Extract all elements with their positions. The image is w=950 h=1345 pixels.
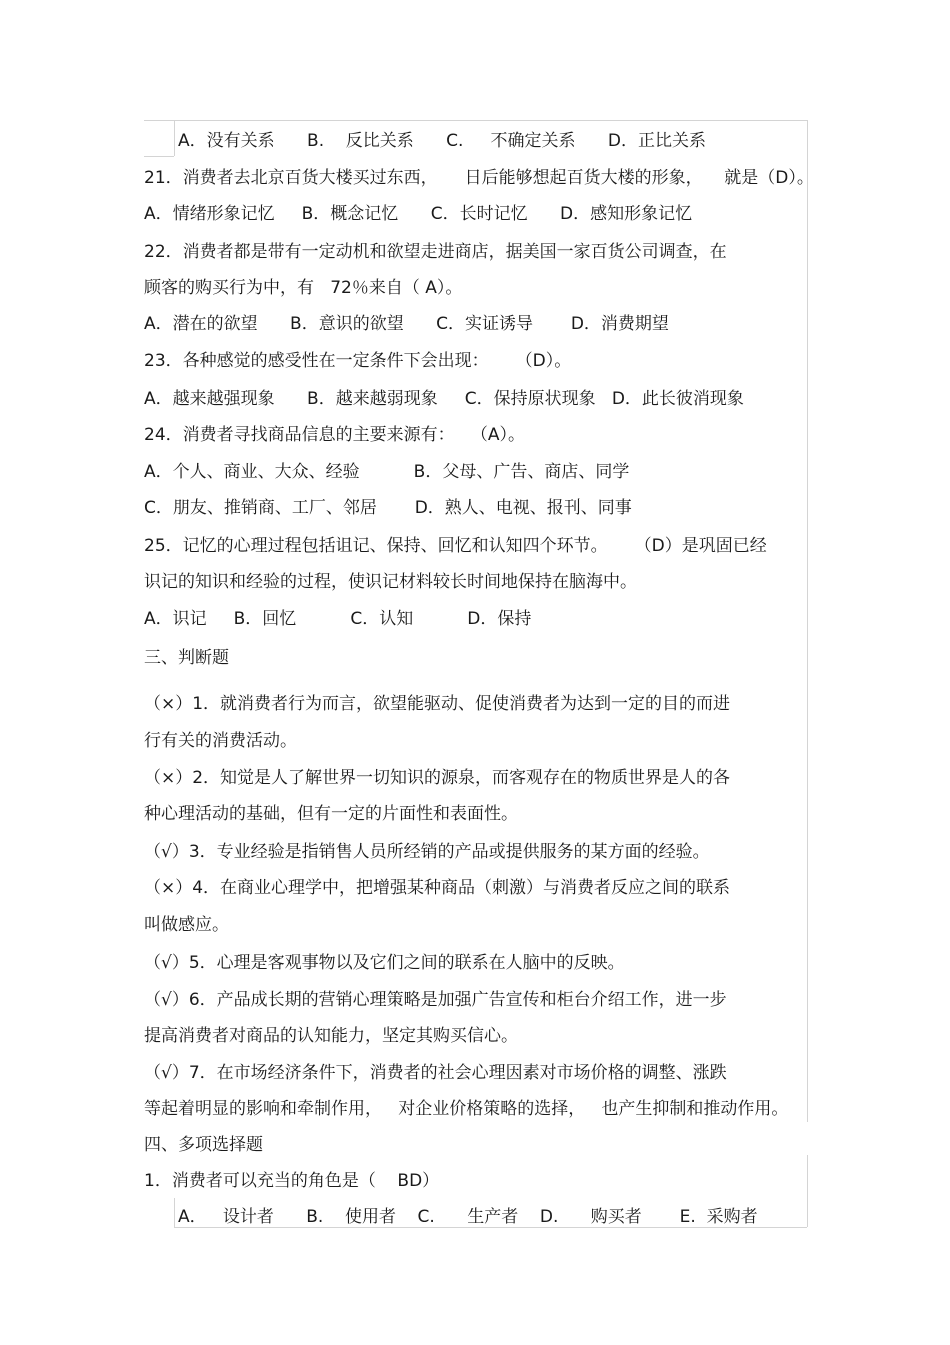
section-heading-multiple-choice: 四、多项选择题 <box>144 1135 263 1155</box>
frame-left-bottom <box>174 1198 175 1228</box>
frame-left-top <box>174 120 175 156</box>
frame-top-left-notch <box>144 156 174 157</box>
tf-item-5: （√）5．心理是客观事物以及它们之间的联系在人脑中的反映。 <box>144 953 625 973</box>
question-24: 24．消费者寻找商品信息的主要来源有： （A）。 <box>144 425 525 445</box>
option-row-q22: A．潜在的欲望 B．意识的欲望 C．实证诱导 D．消费期望 <box>144 314 669 334</box>
question-21: 21．消费者去北京百货大楼买过东西， 日后能够想起百货大楼的形象， 就是（D）。 <box>144 168 814 188</box>
tf-item-6-line-1: （√）6．产品成长期的营销心理策略是加强广告宣传和柜台介绍工作，进一步 <box>144 990 727 1010</box>
tf-item-1-line-2: 行有关的消费活动。 <box>144 731 297 751</box>
tf-item-4-line-2: 叫做感应。 <box>144 915 229 935</box>
question-25-line-1: 25．记忆的心理过程包括诅记、保持、回忆和认知四个环节。 （D）是巩固已经 <box>144 536 767 556</box>
tf-item-6-line-2: 提高消费者对商品的认知能力，坚定其购买信心。 <box>144 1026 518 1046</box>
tf-item-2-line-2: 种心理活动的基础，但有一定的片面性和表面性。 <box>144 804 518 824</box>
option-row-mc-1: A． 设计者 B. 使用者 C. 生产者 D. 购买者 E. 采购者 <box>178 1207 758 1227</box>
frame-right-lower <box>807 1155 808 1227</box>
frame-top <box>144 120 807 121</box>
option-row-q24-cd: C．朋友、推销商、工厂、邻居 D．熟人、电视、报刊、同事 <box>144 498 632 518</box>
option-row-q24-ab: A．个人、商业、大众、经验 B．父母、广告、商店、同学 <box>144 462 630 482</box>
option-row-q21: A．情绪形象记忆 B．概念记忆 C．长时记忆 D．感知形象记忆 <box>144 204 693 224</box>
question-22-line-2: 顾客的购买行为中，有 72％来自（ A）。 <box>144 278 463 298</box>
tf-item-7-line-2: 等起着明显的影响和牵制作用， 对企业价格策略的选择， 也产生抑制和推动作用。 <box>144 1099 789 1119</box>
option-row-q20: A．没有关系 B. 反比关系 C. 不确定关系 D．正比关系 <box>178 131 706 151</box>
tf-item-3: （√）3．专业经验是指销售人员所经销的产品或提供服务的某方面的经验。 <box>144 842 710 862</box>
option-row-q25: A．识记 B．回忆 C．认知 D．保持 <box>144 609 532 629</box>
option-row-q23: A．越来越强现象 B．越来越弱现象 C．保持原状现象 D．此长彼消现象 <box>144 389 744 409</box>
question-25-line-2: 识记的知识和经验的过程，使识记材料较长时间地保持在脑海中。 <box>144 572 637 592</box>
tf-item-1-line-1: （×）1．就消费者行为而言，欲望能驱动、促使消费者为达到一定的目的而进 <box>144 694 731 714</box>
tf-item-4-line-1: （×）4．在商业心理学中，把增强某种商品（刺激）与消费者反应之间的联系 <box>144 878 731 898</box>
frame-right-upper <box>807 120 808 1122</box>
mc-question-1: 1．消费者可以充当的角色是（ BD） <box>144 1171 440 1191</box>
question-22-line-1: 22．消费者都是带有一定动机和欲望走进商店，据美国一家百货公司调查，在 <box>144 242 727 262</box>
tf-item-2-line-1: （×）2．知觉是人了解世界一切知识的源泉，而客观存在的物质世界是人的各 <box>144 768 731 788</box>
tf-item-7-line-1: （√）7．在市场经济条件下，消费者的社会心理因素对市场价格的调整、涨跌 <box>144 1063 727 1083</box>
section-heading-true-false: 三、判断题 <box>144 648 229 668</box>
question-23: 23．各种感觉的感受性在一定条件下会出现： （D）。 <box>144 351 572 371</box>
